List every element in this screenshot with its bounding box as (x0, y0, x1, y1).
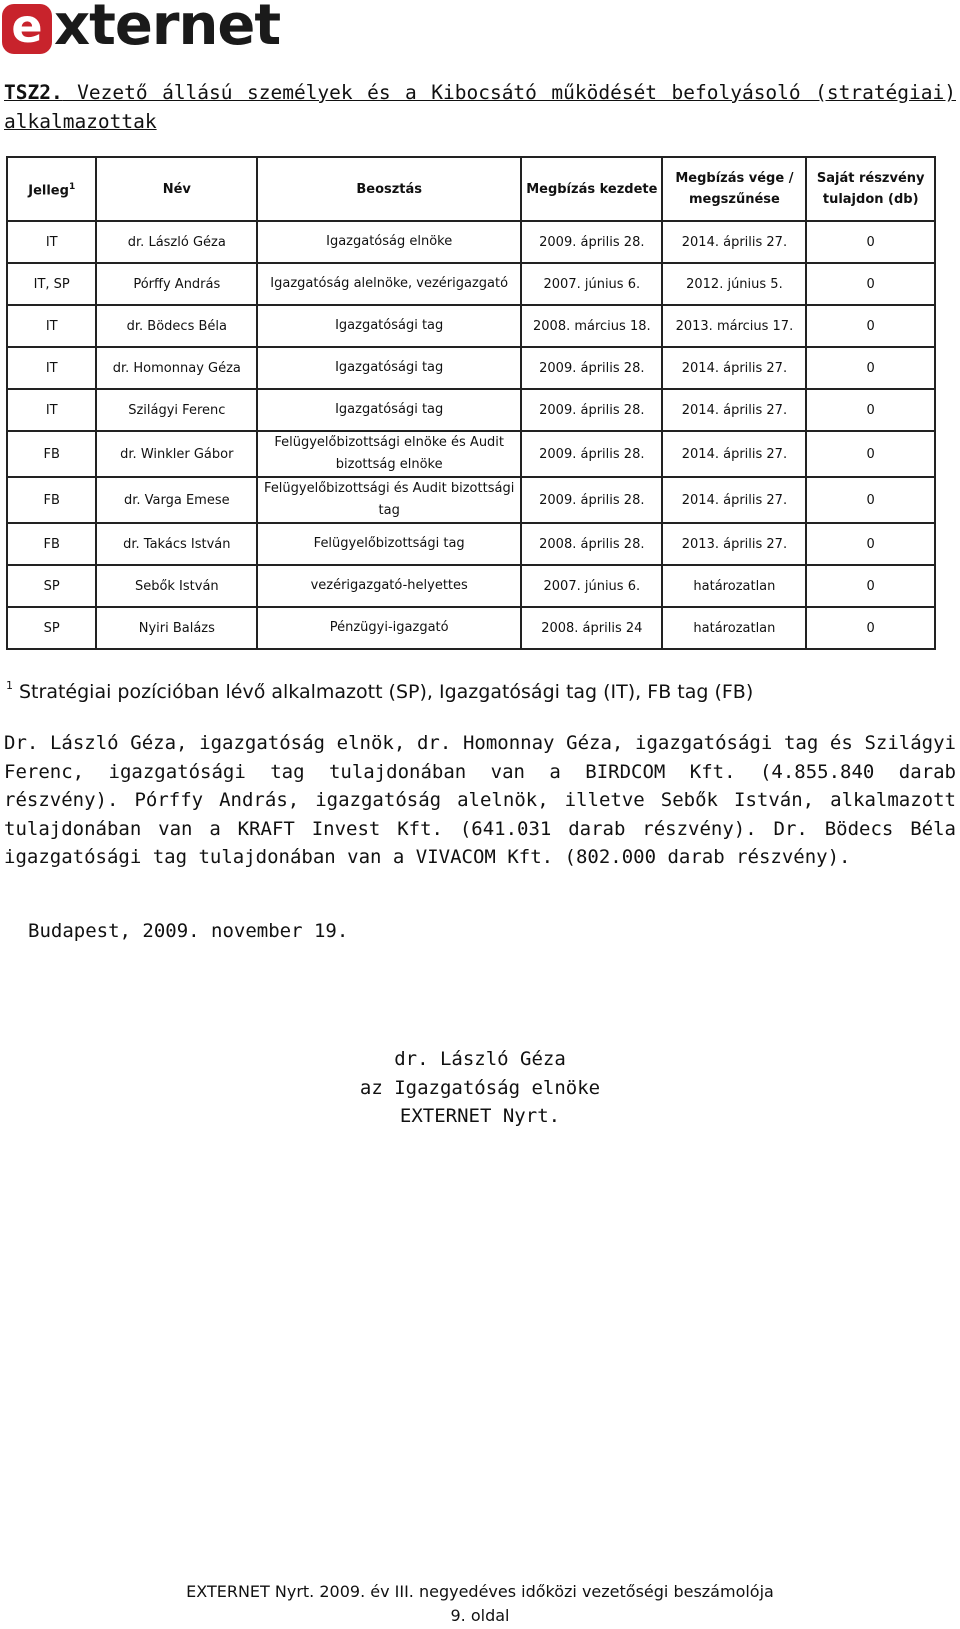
signature-block (280, 1045, 680, 1131)
logo-mark (2, 0, 52, 54)
cell-beosztas: Felügyelőbizottsági tag (257, 523, 521, 565)
cell-kezdete: 2008. március 18. (521, 305, 662, 347)
cell-db: 0 (806, 305, 935, 347)
signature-company: EXTERNET Nyrt. (399, 1105, 561, 1127)
section-title: Vezető állású személyek és a Kibocsátó működését befolyásoló (stratégiai) alkalmazottak (4, 81, 956, 133)
cell-kezdete: 2008. április 28. (521, 523, 662, 565)
cell-nev: Szilágyi Ferenc (96, 389, 257, 431)
cell-kezdete: 2009. április 28. (521, 221, 662, 263)
footnote-text: Stratégiai pozícióban lévő alkalmazott (SP), Igazgatósági tag (IT), FB tag (FB) (19, 681, 754, 703)
cell-db: 0 (806, 607, 935, 649)
officers-table (6, 156, 936, 650)
col-header-reszveny: Saját részvény tulajdon (db) (806, 157, 935, 221)
cell-vege: 2014. április 27. (662, 389, 806, 431)
place-date: Budapest, 2009. november 19. (28, 920, 349, 942)
table-header-row (7, 157, 935, 221)
ownership-paragraph: Dr. László Géza, igazgatóság elnök, dr. Homonnay Géza, igazgatósági tag és Szilágyi Ferenc, igazgatósági tag tulajdonában van a BIRDCOM Kft. (4.855.840 darab részvény). Pórffy András, igazgatóság alelnök, illetve Sebők István, alkalmazott tulajdonában van a KRAFT Invest Kft. (641.031 darab részvény). Dr. Bödecs Béla igazgatósági tag tulajdonában van a VIVACOM Kft. (802.000 darab részvény). (4, 732, 956, 868)
cell-vege: 2014. április 27. (662, 347, 806, 389)
cell-nev: dr. László Géza (96, 221, 257, 263)
cell-beosztas: Igazgatósági tag (257, 347, 521, 389)
page-footer (0, 1580, 960, 1628)
table-row (7, 263, 935, 305)
cell-kezdete: 2009. április 28. (521, 431, 662, 477)
cell-jelleg: IT (7, 221, 96, 263)
cell-vege: határozatlan (662, 607, 806, 649)
cell-db: 0 (806, 523, 935, 565)
cell-kezdete: 2009. április 28. (521, 477, 662, 523)
cell-vege: 2013. április 27. (662, 523, 806, 565)
cell-vege: 2013. március 17. (662, 305, 806, 347)
cell-jelleg: FB (7, 477, 96, 523)
cell-vege: 2014. április 27. (662, 221, 806, 263)
cell-beosztas: Pénzügyi-igazgató (257, 607, 521, 649)
cell-db: 0 (806, 565, 935, 607)
col-header-kezdete: Megbízás kezdete (521, 157, 662, 221)
page-number: 9. oldal (450, 1606, 510, 1625)
table-row (7, 221, 935, 263)
cell-jelleg: FB (7, 431, 96, 477)
cell-vege: 2014. április 27. (662, 431, 806, 477)
col-header-beosztas: Beosztás (257, 157, 521, 221)
col-header-nev: Név (96, 157, 257, 221)
footer-title: EXTERNET Nyrt. 2009. év III. negyedéves időközi vezetőségi beszámolója (186, 1582, 774, 1601)
table-row (7, 347, 935, 389)
cell-jelleg: SP (7, 565, 96, 607)
table-row (7, 305, 935, 347)
cell-kezdete: 2007. június 6. (521, 565, 662, 607)
logo-text: xternet (54, 0, 281, 58)
footnote (6, 681, 956, 703)
cell-jelleg: IT, SP (7, 263, 96, 305)
cell-db: 0 (806, 347, 935, 389)
table-row (7, 607, 935, 649)
cell-db: 0 (806, 263, 935, 305)
cell-nev: Sebők István (96, 565, 257, 607)
col-header-jelleg: Jelleg$^1$ (7, 157, 96, 221)
cell-db: 0 (806, 477, 935, 523)
cell-nev: dr. Takács István (96, 523, 257, 565)
cell-nev: Nyiri Balázs (96, 607, 257, 649)
table-row (7, 523, 935, 565)
cell-beosztas: Igazgatósági tag (257, 389, 521, 431)
section-heading (4, 78, 956, 136)
cell-nev: dr. Homonnay Géza (96, 347, 257, 389)
logo-mark-letter: e (11, 0, 43, 53)
table-row (7, 565, 935, 607)
cell-beosztas: Igazgatóság elnöke (257, 221, 521, 263)
section-number: TSZ2. (4, 81, 63, 104)
cell-jelleg: SP (7, 607, 96, 649)
cell-db: 0 (806, 389, 935, 431)
cell-db: 0 (806, 431, 935, 477)
cell-db: 0 (806, 221, 935, 263)
cell-kezdete: 2009. április 28. (521, 347, 662, 389)
table-row (7, 477, 935, 523)
cell-nev: dr. Bödecs Béla (96, 305, 257, 347)
cell-nev: dr. Winkler Gábor (96, 431, 257, 477)
cell-vege: 2012. június 5. (662, 263, 806, 305)
externet-logo (2, 0, 280, 58)
signature-role: az Igazgatóság elnöke (359, 1076, 601, 1099)
table-row (7, 431, 935, 477)
cell-beosztas: Igazgatósági tag (257, 305, 521, 347)
cell-vege: 2014. április 27. (662, 477, 806, 523)
cell-beosztas: Igazgatóság alelnöke, vezérigazgató (257, 263, 521, 305)
cell-jelleg: FB (7, 523, 96, 565)
signature-name: dr. László Géza (394, 1048, 566, 1070)
cell-jelleg: IT (7, 389, 96, 431)
cell-kezdete: 2008. április 24 (521, 607, 662, 649)
cell-kezdete: 2009. április 28. (521, 389, 662, 431)
cell-jelleg: IT (7, 305, 96, 347)
cell-beosztas: Felügyelőbizottsági elnöke és Audit bizottság elnöke (257, 431, 521, 477)
cell-beosztas: vezérigazgató-helyettes (257, 565, 521, 607)
footnote-mark: 1 (6, 679, 13, 692)
cell-nev: dr. Varga Emese (96, 477, 257, 523)
cell-vege: határozatlan (662, 565, 806, 607)
cell-nev: Pórffy András (96, 263, 257, 305)
col-header-vege: Megbízás vége / megszűnése (662, 157, 806, 221)
table-row (7, 389, 935, 431)
cell-kezdete: 2007. június 6. (521, 263, 662, 305)
cell-jelleg: IT (7, 347, 96, 389)
cell-beosztas: Felügyelőbizottsági és Audit bizottsági tag (257, 477, 521, 523)
